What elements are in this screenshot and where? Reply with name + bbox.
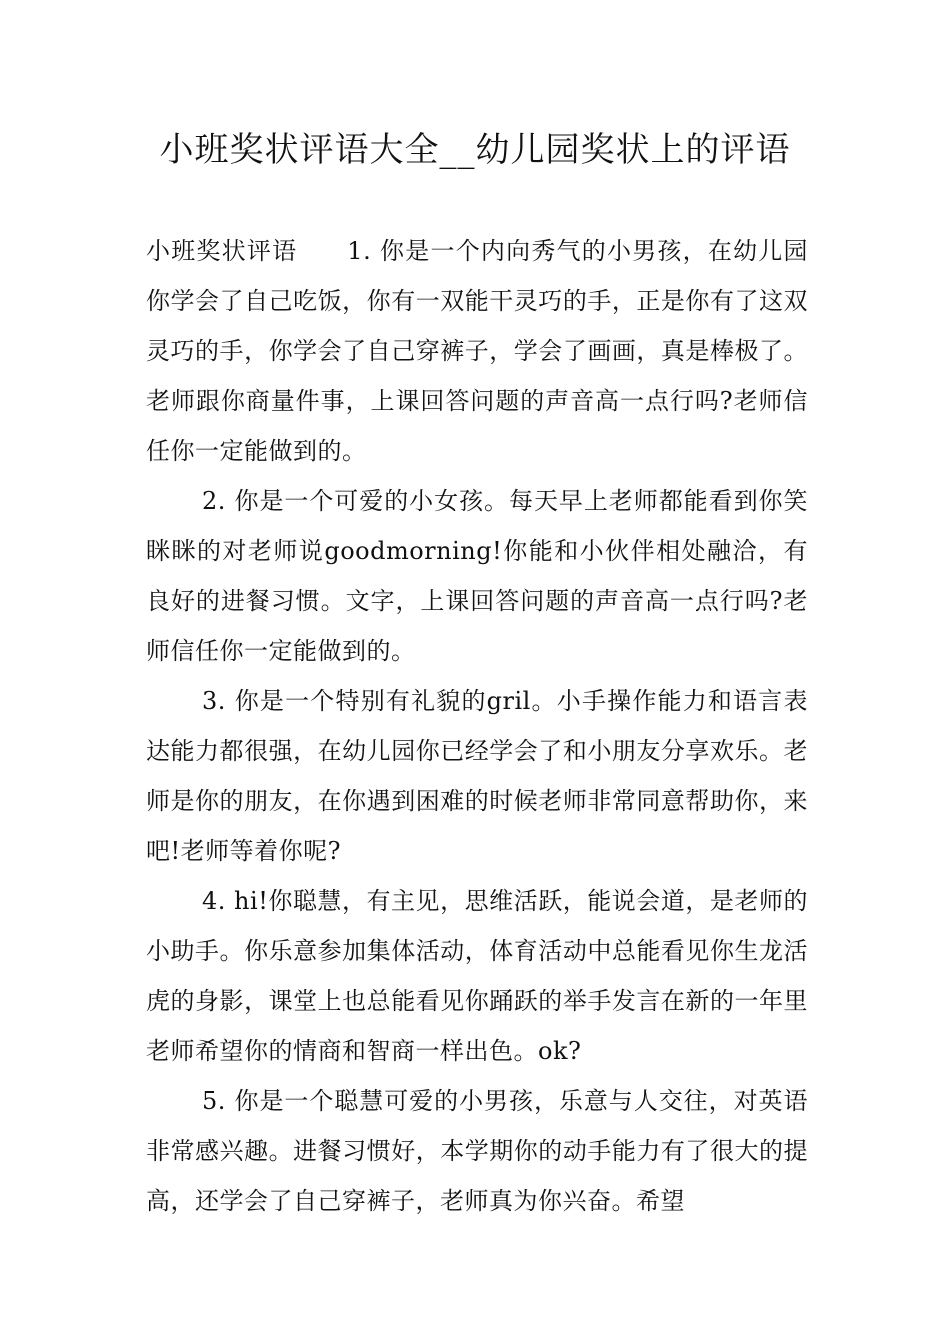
inline-heading: 小班奖状评语 xyxy=(146,237,298,265)
paragraph-text: 1. 你是一个内向秀气的小男孩，在幼儿园你学会了自己吃饭，你有一双能干灵巧的手，正是你有了这双灵巧的手，你学会了自己穿裤子，学会了画画，真是棒极了。老师跟你商量件事，上课回答问题的声音高一点行吗?老师信任你一定能做到的。 xyxy=(146,237,808,465)
document-body xyxy=(146,226,808,1226)
paragraph-5: 5. 你是一个聪慧可爱的小男孩，乐意与人交往，对英语非常感兴趣。进餐习惯好，本学期你的动手能力有了很大的提高，还学会了自己穿裤子，老师真为你兴奋。希望 xyxy=(146,1087,808,1215)
paragraph-1 xyxy=(146,226,808,476)
paragraph-3: 3. 你是一个特别有礼貌的gril。小手操作能力和语言表达能力都很强，在幼儿园你已经学会了和小朋友分享欢乐。老师是你的朋友，在你遇到困难的时候老师非常同意帮助你，来吧!老师等着你呢? xyxy=(146,687,808,865)
paragraph-4: 4. hi!你聪慧，有主见，思维活跃，能说会道，是老师的小助手。你乐意参加集体活动，体育活动中总能看见你生龙活虎的身影，课堂上也总能看见你踊跃的举手发言在新的一年里老师希望你的情商和智商一样出色。ok? xyxy=(146,887,808,1065)
paragraph-2: 2. 你是一个可爱的小女孩。每天早上老师都能看到你笑眯眯的对老师说goodmorning!你能和小伙伴相处融洽，有良好的进餐习惯。文字，上课回答问题的声音高一点行吗?老师信任你一定能做到的。 xyxy=(146,487,808,665)
document-title: 小班奖状评语大全__幼儿园奖状上的评语 xyxy=(159,130,791,170)
